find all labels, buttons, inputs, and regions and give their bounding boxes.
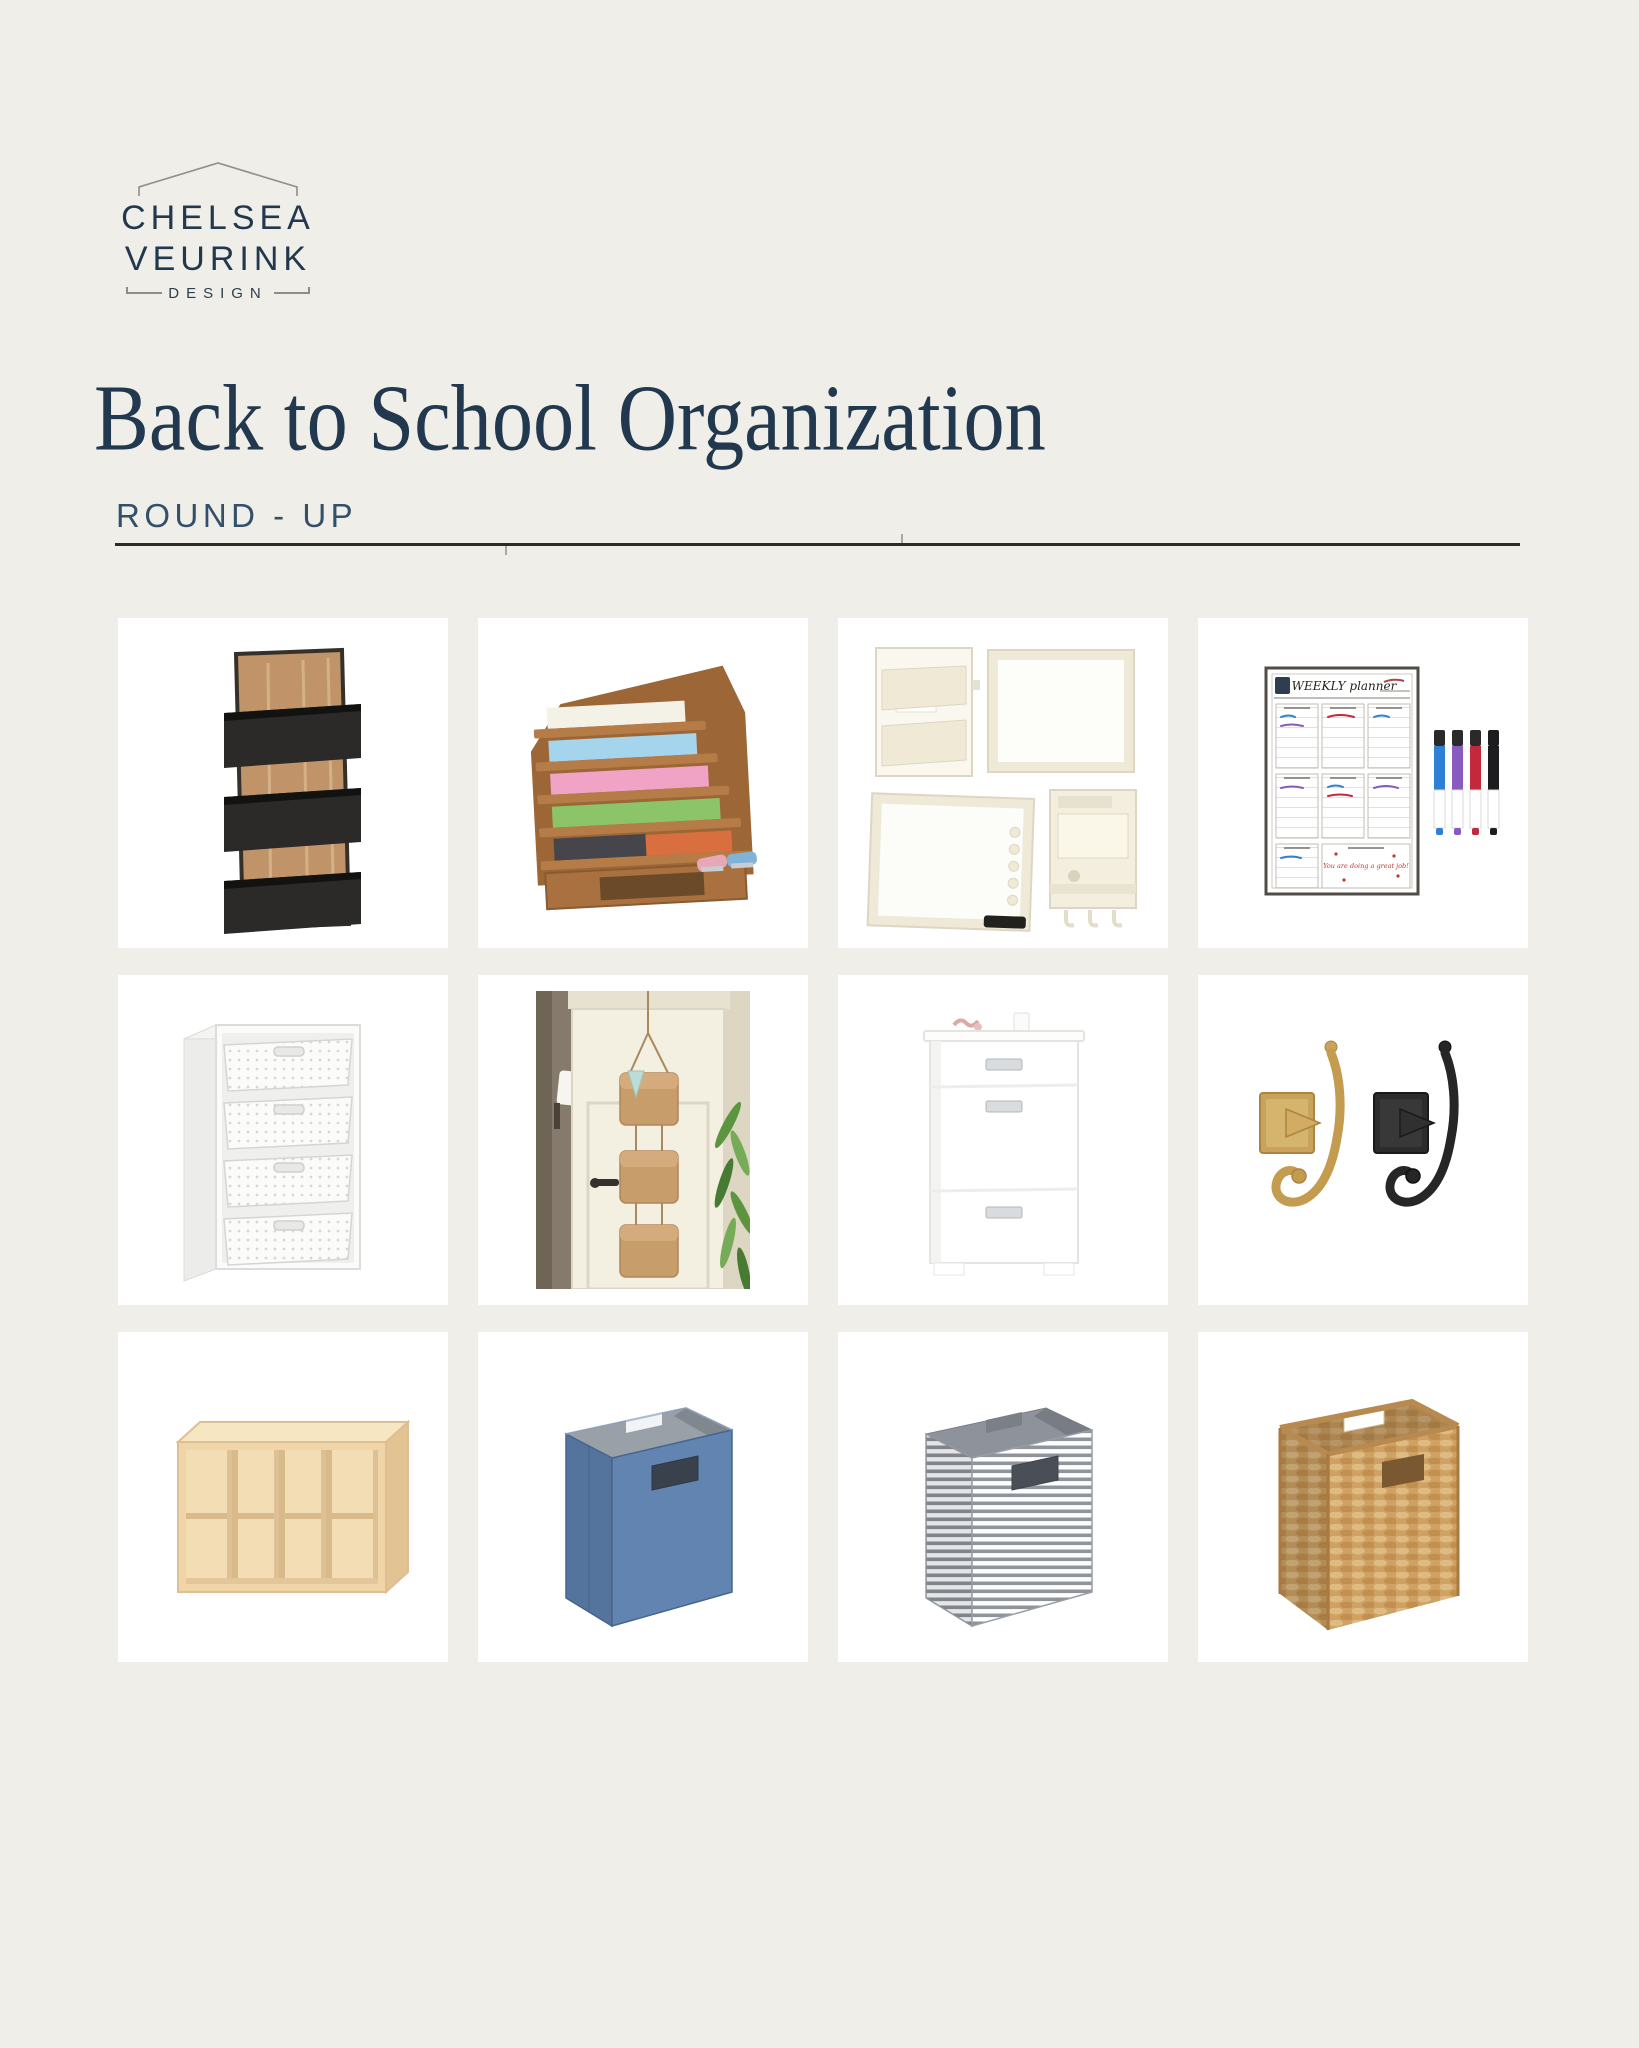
wall-hooks-image bbox=[1198, 975, 1528, 1305]
product-tile-wall-organizer-whiteboard-set bbox=[838, 618, 1168, 948]
product-tile-over-door-hanging-organizer bbox=[478, 975, 808, 1305]
product-tile-striped-fabric-cube-bin bbox=[838, 1332, 1168, 1662]
weekly-planner-whiteboard-image bbox=[1198, 618, 1528, 948]
page-title: Back to School Organization bbox=[94, 366, 1046, 471]
logo-rule-left bbox=[126, 292, 162, 294]
logo-text-line2: VEURINK bbox=[124, 240, 312, 279]
dry-erase-markers-icon bbox=[1434, 730, 1499, 835]
rule-tick-mark bbox=[505, 546, 507, 555]
over-door-hanging-organizer-image bbox=[478, 975, 808, 1305]
black-hook-icon bbox=[1374, 1041, 1454, 1202]
planner-note: You are doing a great job! bbox=[1323, 862, 1409, 870]
product-tile-blue-fabric-cube-bin bbox=[478, 1332, 808, 1662]
shoe-storage-cabinet-image bbox=[838, 975, 1168, 1305]
product-tile-wall-hooks bbox=[1198, 975, 1528, 1305]
desktop-file-sorter-image bbox=[478, 618, 808, 948]
wall-mount-file-organizer-image bbox=[118, 618, 448, 948]
product-tile-weekly-planner-whiteboard bbox=[1198, 618, 1528, 948]
logo-text-line3-row bbox=[118, 285, 318, 302]
product-tile-basket-drawer-tower bbox=[118, 975, 448, 1305]
logo-rule-right bbox=[274, 292, 310, 294]
cube-storage-shelf-image bbox=[118, 1332, 448, 1662]
logo-text-line3: DESIGN bbox=[168, 284, 268, 302]
striped-fabric-cube-bin-image bbox=[838, 1332, 1168, 1662]
basket-drawer-tower-image bbox=[118, 975, 448, 1305]
page-subtitle: ROUND - UP bbox=[116, 497, 358, 534]
product-grid bbox=[118, 618, 1528, 1662]
product-tile-woven-storage-basket bbox=[1198, 1332, 1528, 1662]
product-tile-wall-mount-file-organizer bbox=[118, 618, 448, 948]
roof-outline-icon bbox=[118, 156, 318, 198]
brand-logo bbox=[118, 156, 318, 302]
brass-hook-icon bbox=[1260, 1041, 1340, 1202]
logo-text-line1: CHELSEA bbox=[121, 199, 315, 237]
planner-board-title: WEEKLY planner bbox=[1291, 679, 1397, 693]
woven-storage-basket-image bbox=[1198, 1332, 1528, 1662]
divider-rule bbox=[115, 543, 1520, 546]
wall-organizer-whiteboard-set-image bbox=[838, 618, 1168, 948]
product-tile-cube-storage-shelf bbox=[118, 1332, 448, 1662]
product-tile-shoe-storage-cabinet bbox=[838, 975, 1168, 1305]
product-tile-desktop-file-sorter bbox=[478, 618, 808, 948]
blue-fabric-cube-bin-image bbox=[478, 1332, 808, 1662]
rule-tick-mark bbox=[901, 534, 903, 543]
